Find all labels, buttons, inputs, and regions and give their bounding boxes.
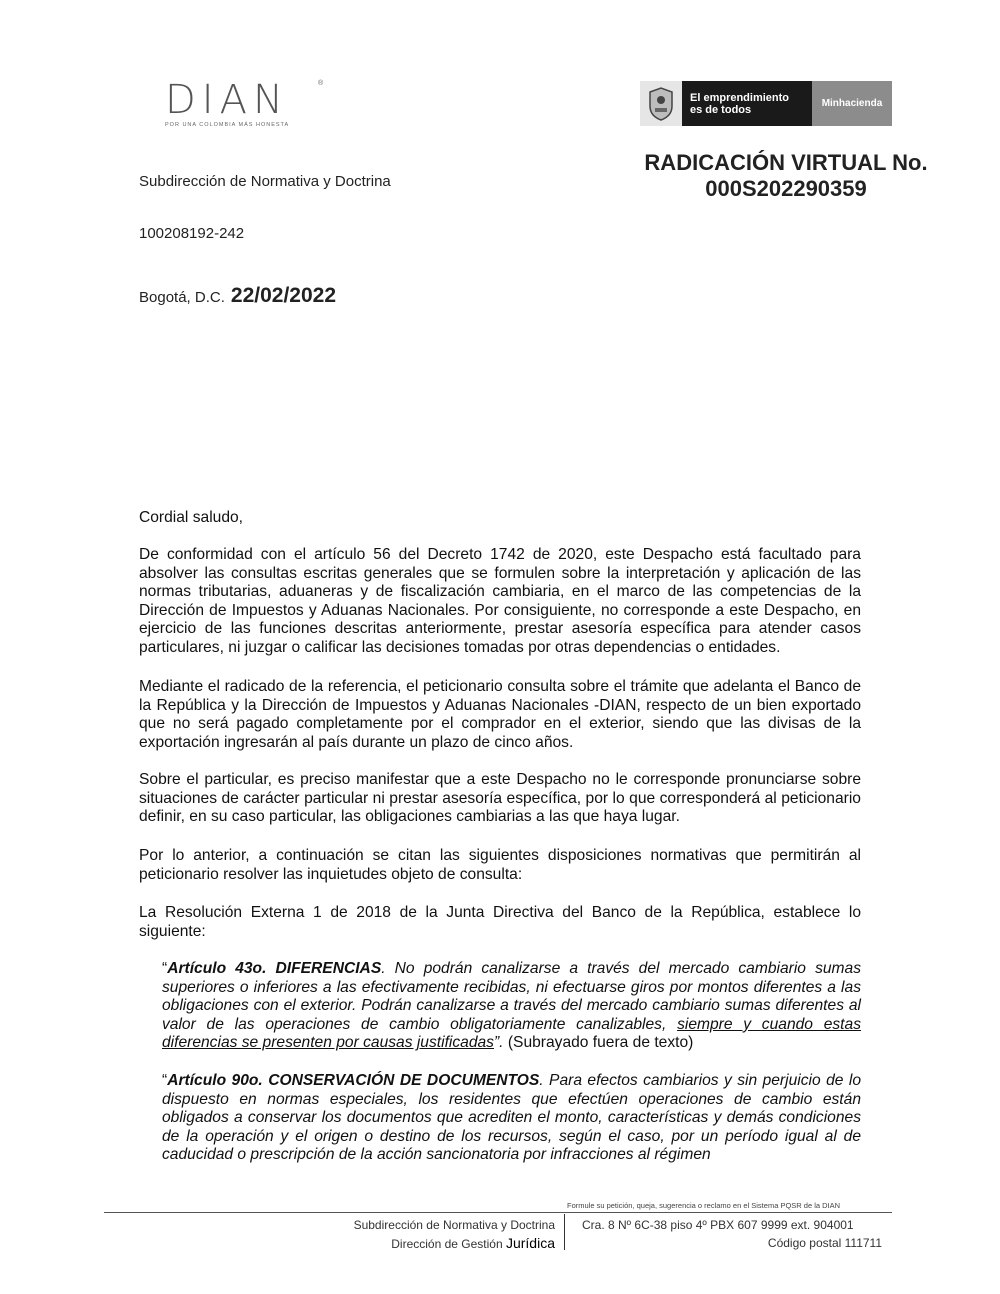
paragraph-3: Sobre el particular, es preciso manifestar que a este Despacho no le corresponde pronunciarse sobre situaciones de carácter particular ni prestar asesoría específica, por lo que corresponderá al peticionario definir, en su caso particular, las obligaciones cambiarias a las que haya lugar.	[139, 771, 861, 826]
footer-postal-code: Código postal 111711	[767, 1236, 882, 1250]
radicacion-label: RADICACIÓN VIRTUAL No.	[644, 150, 928, 175]
radicacion-number: 000S202290359	[705, 176, 867, 201]
gov-slogan-line2: es de todos	[690, 103, 752, 116]
quote-close-mark: ”.	[493, 1034, 504, 1052]
quote-article-43	[162, 960, 861, 1053]
footer-vertical-divider	[564, 1214, 565, 1250]
footer-office	[354, 1216, 555, 1253]
dian-logo-text: DIAN	[165, 77, 289, 123]
government-logo	[640, 81, 892, 126]
letter-date: 22/02/2022	[230, 284, 336, 307]
gov-slogan	[682, 81, 812, 126]
gov-slogan-line1: El emprendimiento	[690, 91, 790, 104]
office-name: Subdirección de Normativa y Doctrina	[139, 173, 391, 190]
footer-divider	[104, 1212, 892, 1213]
radicacion-block	[636, 150, 936, 202]
greeting: Cordial saludo,	[139, 509, 244, 526]
date-line	[139, 284, 336, 308]
dian-tagline: POR UNA COLOMBIA MÁS HONESTA	[165, 122, 290, 128]
footer-office-strong: Jurídica	[505, 1235, 555, 1251]
quote-open-mark: “	[162, 1072, 168, 1089]
coat-of-arms-icon	[640, 81, 682, 126]
footer-address	[582, 1216, 882, 1252]
footer-office-prefix: Dirección de Gestión	[391, 1237, 506, 1251]
reference-number: 100208192-242	[139, 225, 245, 242]
footer-address-line1: Cra. 8 Nº 6C-38 piso 4º PBX 607 9999 ext. 904001	[582, 1218, 854, 1232]
quote-open-mark: “	[162, 960, 168, 977]
paragraph-2: Mediante el radicado de la referencia, el peticionario consulta sobre el trámite que adelanta el Banco de la República y la Dirección de Impuestos y Aduanas Nacionales -DIAN, respecto de un bien exportado que no será pagado completamente por el comprador en el exterior, siendo que las divisas de la exportación ingresarán al país durante un plazo de cinco años.	[139, 678, 861, 751]
footer-office-line1: Subdirección de Normativa y Doctrina	[353, 1218, 555, 1232]
dian-logo	[165, 77, 325, 128]
ministry-label: Minhacienda	[812, 81, 892, 126]
article-title: Artículo 90o. CONSERVACIÓN DE DOCUMENTOS	[167, 1072, 540, 1089]
article-text: . Para efectos cambiarios y sin perjuicio de lo dispuesto en normas especiales, los residentes que efectúen operaciones de cambio están obligados a conservar los documentos que acrediten el monto, características y demás condiciones de la operación y el origen o destino de los recursos, según el caso, por un período igual al de caducidad o prescripción de la acción sancionatoria por infracciones al régimen	[162, 1072, 862, 1164]
underlined-text: siempre y cuando estas diferencias se presenten por causas justificadas	[162, 1015, 861, 1052]
paragraph-1: De conformidad con el artículo 56 del Decreto 1742 de 2020, este Despacho está facultado para absolver las consultas escritas generales que se formulen sobre la interpretación y aplicación de las normas tributarias, aduaneras y de fiscalización cambiaria, en el marco de las competencias de la Dirección de Impuestos y Aduanas Nacionales. Por consiguiente, no corresponde a este Despacho, en ejercicio de las funciones descritas anteriormente, prestar asesoría específica para atender casos particulares, ni juzgar o calificar las decisiones tomadas por otras dependencias o entidades.	[139, 546, 861, 656]
registered-mark: ®	[318, 80, 324, 87]
article-title: Artículo 43o. DIFERENCIAS	[167, 960, 382, 977]
city: Bogotá, D.C.	[139, 289, 225, 306]
quote-article-90	[162, 1072, 861, 1165]
pqsr-note: Formule su petición, queja, sugerencia o reclamo en el Sistema PQSR de la DIAN	[567, 1201, 841, 1210]
article-text: . No podrán canalizarse a través del mercado cambiario sumas superiores o inferiores a las efectivamente recibidas, ni efectuarse giros por montos diferentes a las obligaciones con el exterior. Podrán canalizarse a través del mercado cambiario sumas diferentes al valor de las operaciones de cambio obligatoriamente canalizables,	[162, 960, 861, 1033]
paragraph-5: La Resolución Externa 1 de 2018 de la Junta Directiva del Banco de la República, establece lo siguiente:	[139, 904, 861, 940]
underline-note: (Subrayado fuera de texto)	[503, 1034, 694, 1052]
footer-office-line2	[354, 1234, 555, 1253]
paragraph-4: Por lo anterior, a continuación se citan las siguientes disposiciones normativas que permitirán al peticionario resolver las inquietudes objeto de consulta:	[139, 847, 861, 883]
